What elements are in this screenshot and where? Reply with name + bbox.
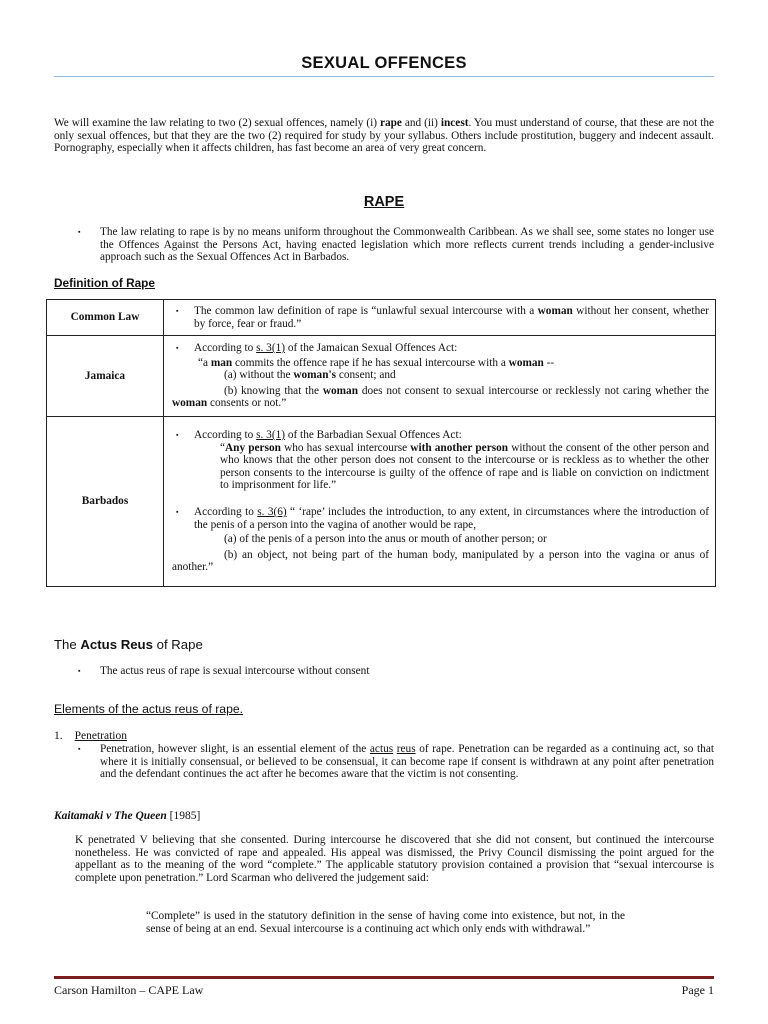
barbados-lead-2: According to s. 3(6) “ ‘rape’ includes the introduction, to any extent, in circumstances where the introduction of the penis of a person into the vagina of another would be rape,	[194, 506, 709, 531]
jamaica-lead: According to s. 3(1) of the Jamaican Sexual Offences Act:	[194, 342, 458, 355]
case-name: Kaitamaki v The Queen	[54, 810, 167, 822]
numbered-item-penetration	[54, 730, 127, 742]
title-divider	[54, 76, 714, 77]
penetration-bullet	[74, 743, 714, 781]
barbados-item-b: (b) an object, not being part of the human body, manipulated by a person into the vagina or anus of another.”	[172, 548, 709, 574]
case-facts: K penetrated V believing that she consented. During intercourse he discovered that she did not consent, but continued the intercourse nonetheless. He was convicted of rape and appealed. His appeal was dismissed, the Privy Council dismissing the point argued for the appellant as to the meaning of the word “complete.” The applicable statutory provision contained a provision that “sexual intercourse is complete upon penetration.” Lord Scarman who delivered the judgement said:	[75, 834, 714, 884]
definition-heading: Definition of Rape	[54, 276, 155, 290]
table-row-common-law	[47, 300, 716, 336]
bullet-icon: ▪	[176, 344, 179, 353]
rape-heading: RAPE	[363, 194, 405, 210]
jamaica-quote: “a man commits the offence rape if he has sexual intercourse with a woman --	[198, 356, 555, 369]
table-row-barbados	[47, 417, 716, 587]
actus-reus-bullet	[74, 665, 714, 678]
barbados-lead-1: According to s. 3(1) of the Barbadian Sexual Offences Act:	[194, 429, 462, 442]
case-citation	[54, 810, 200, 822]
page-title: SEXUAL OFFENCES	[301, 54, 467, 72]
table-row-jamaica	[47, 336, 716, 417]
footer-page-number: Page 1	[681, 983, 714, 997]
jamaica-item-a: (a) without the woman's consent; and	[224, 369, 396, 382]
row-label-barbados: Barbados	[47, 417, 164, 587]
bullet-icon: ▪	[78, 667, 81, 675]
actus-reus-bullet-text: The actus reus of rape is sexual intercourse without consent	[100, 665, 370, 677]
bullet-icon: ▪	[78, 228, 81, 236]
intro-paragraph: We will examine the law relating to two (2) sexual offences, namely (i) rape and (ii) incest. You must understand of course, that these are not the only sexual offences, but that they are the two (2) required for study by your syllabus. Others include prostitution, buggery and indecent assault. Pornography, especially when it affects children, has fast become an area of very great concern.	[54, 117, 715, 155]
barbados-item-a: (a) of the penis of a person into the anus or mouth of another person; or	[224, 533, 547, 546]
bullet-icon: ▪	[176, 306, 179, 315]
penetration-bullet-text: Penetration, however slight, is an essential element of the actus reus of rape. Penetration can be regarded as a continuing act, so that where it is initially consensual, or believed to be consensual, it can become rape if consent is withdrawn at any point after penetration and the defendant continues the act after he becomes aware that the victim is not consenting.	[100, 743, 714, 781]
jamaica-definition	[164, 336, 716, 417]
item-number: 1.	[54, 730, 63, 742]
barbados-quote-1: “Any person who has sexual intercourse with another person without the consent of the other person and who knows that the other person does not consent to the intercourse or is reckless as to whether the other person consents to the intercourse is guilty of the offence of rape and is liable on conviction on indictment to imprisonment for life.”	[220, 441, 709, 492]
row-label-common-law: Common Law	[47, 300, 164, 336]
definition-table	[46, 299, 716, 587]
rape-bullet-text: The law relating to rape is by no means uniform throughout the Commonwealth Caribbean. As we shall see, some states no longer use the Offences Against the Persons Act, having enacted legislation which more reflects current trends including a gender-inclusive approach such as the Sexual Offences Act in Barbados.	[100, 226, 714, 264]
bullet-icon: ▪	[176, 508, 179, 516]
common-law-text: The common law definition of rape is “unlawful sexual intercourse with a woman without her consent, whether by force, fear or fraud.”	[194, 304, 709, 330]
common-law-definition	[164, 300, 716, 336]
jamaica-item-b: (b) knowing that the woman does not consent to sexual intercourse or recklessly not caring whether the woman consents or not.”	[172, 384, 709, 410]
elements-heading: Elements of the actus reus of rape.	[54, 702, 244, 716]
bullet-icon: ▪	[78, 745, 81, 753]
bullet-icon: ▪	[176, 431, 179, 440]
item-label: Penetration	[74, 730, 127, 742]
row-label-jamaica: Jamaica	[47, 336, 164, 417]
footer-divider	[54, 976, 714, 979]
footer-author: Carson Hamilton – CAPE Law	[54, 983, 204, 997]
barbados-definition	[164, 417, 716, 587]
actus-reus-heading: The Actus Reus of Rape	[54, 637, 203, 652]
judgement-quote: “Complete” is used in the statutory definition in the sense of having come into existence, but not, in the sense of being at an end. Sexual intercourse is a continuing act which only ends with withdrawal.”	[146, 910, 625, 935]
rape-bullet	[74, 226, 714, 264]
case-year: [1985]	[166, 810, 201, 822]
